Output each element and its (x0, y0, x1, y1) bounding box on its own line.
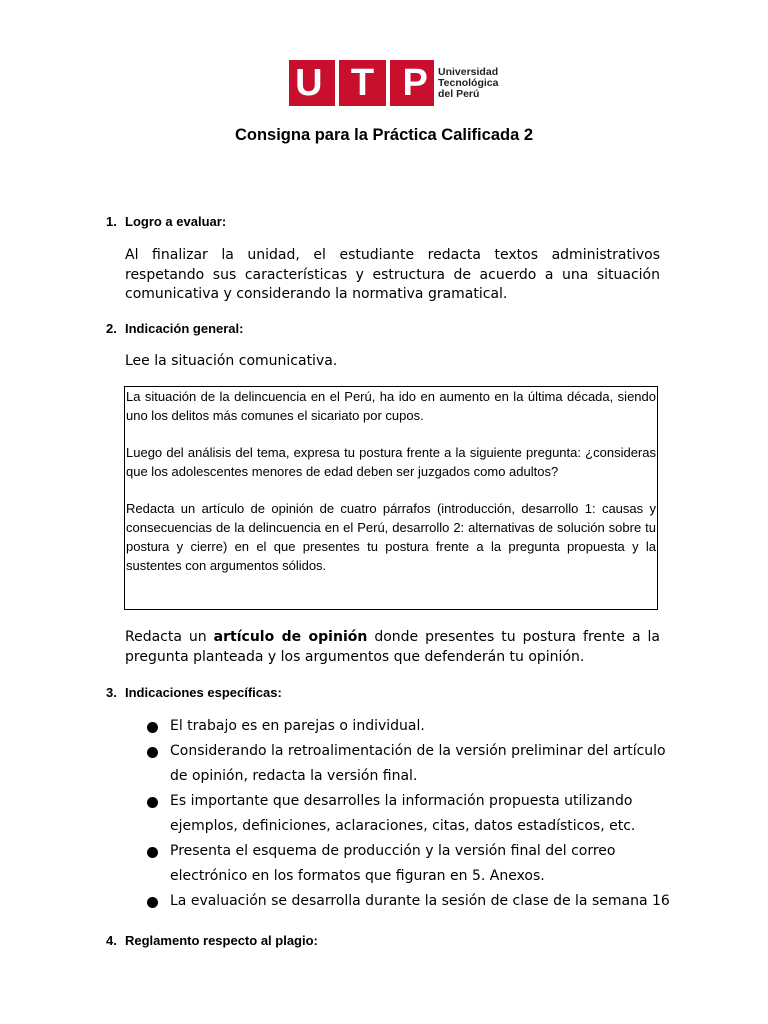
section-colon: : (277, 685, 282, 700)
situation-box (124, 386, 658, 610)
page-title: Consigna para la Práctica Calificada 2 (234, 126, 534, 144)
logo-separator (386, 60, 390, 106)
section-heading-indicaciones-especificas (106, 685, 282, 700)
situation-paragraph-2: Luego del análisis del tema, expresa tu postura frente a la siguiente pregunta: ¿consideras que los adolescentes menores de edad deben ser juzgados como adultos? (126, 445, 656, 479)
list-item (146, 714, 686, 739)
redacta-paragraph (125, 628, 660, 667)
utp-logo (289, 60, 498, 106)
list-item (146, 839, 686, 889)
bullet-icon (147, 797, 158, 808)
logro-paragraph: Al finalizar la unidad, el estudiante redacta textos administrativos respetando sus características y estructura de acuerdo a una situación comunicativa y considerando la normativa gramatical. (125, 247, 660, 302)
bullet-icon (147, 897, 158, 908)
redacta-pre: Redacta un (125, 629, 214, 645)
list-item-text: Considerando la retroalimentación de la versión preliminar del artículo de opinión, redacta la versión final. (170, 743, 666, 784)
section-colon: : (221, 214, 227, 229)
bullet-icon (147, 722, 158, 733)
section-number: 4. (106, 933, 117, 948)
section-label: Indicación general (125, 321, 240, 336)
section-label: Indicaciones específicas (125, 685, 278, 700)
section-heading-logro (106, 214, 226, 229)
specific-instructions-list (146, 714, 686, 914)
situation-paragraph-3: Redacta un artículo de opinión de cuatro párrafos (introducción, desarrollo 1: causas y consecuencias de la delincuencia en el Perú, desarrollo 2: alternativas de solución sobre tu postura y cierre) en el que presentes tu postura frente a la pregunta propuesta y la sustentes con argumentos sólidos. (126, 501, 656, 573)
bullet-icon (147, 747, 158, 758)
list-item-text: Presenta el esquema de producción y la versión final del correo electrónico en los formatos que figuran en 5. Anexos. (170, 843, 616, 884)
section-heading-plagio (106, 933, 318, 948)
redacta-post: donde presentes tu postura frente a la pregunta planteada y los argumentos que defenderán tu opinión. (125, 629, 660, 665)
list-item (146, 789, 686, 839)
list-item (146, 889, 686, 914)
section-number: 3. (106, 685, 117, 700)
list-item-text: Es importante que desarrolles la información propuesta utilizando ejemplos, definiciones, aclaraciones, citas, datos estadísticos, etc. (170, 793, 636, 834)
list-item (146, 739, 686, 789)
lee-paragraph: Lee la situación comunicativa. (125, 353, 338, 369)
redacta-bold: artículo de opinión (213, 629, 368, 645)
section-heading-indicacion-general (106, 321, 244, 336)
section-number: 2. (106, 321, 117, 336)
logo-letter-t: T (350, 62, 375, 104)
section-colon: : (239, 321, 244, 336)
logo-line-1: Universidad (438, 65, 499, 78)
logo-line-3: del Perú (438, 87, 480, 100)
section-colon: : (313, 933, 318, 948)
list-item-text: El trabajo es en parejas o individual. (170, 718, 425, 734)
bullet-icon (147, 847, 158, 858)
utp-logo-mark (289, 60, 434, 106)
list-item-text: La evaluación se desarrolla durante la sesión de clase de la semana 16 (170, 893, 670, 909)
logo-wordmark (438, 67, 498, 100)
section-label: Logro a evaluar (125, 214, 222, 229)
logo-separator (335, 60, 339, 106)
section-label: Reglamento respecto al plagio (125, 933, 314, 948)
situation-paragraph-1: La situación de la delincuencia en el Perú, ha ido en aumento en la última década, siendo uno los delitos más comunes el sicariato por cupos. (126, 389, 656, 423)
logo-line-2: Tecnológica (438, 76, 499, 89)
logo-letter-u: U (295, 62, 323, 104)
section-number: 1. (106, 214, 117, 229)
logo-letter-p: P (402, 62, 428, 104)
